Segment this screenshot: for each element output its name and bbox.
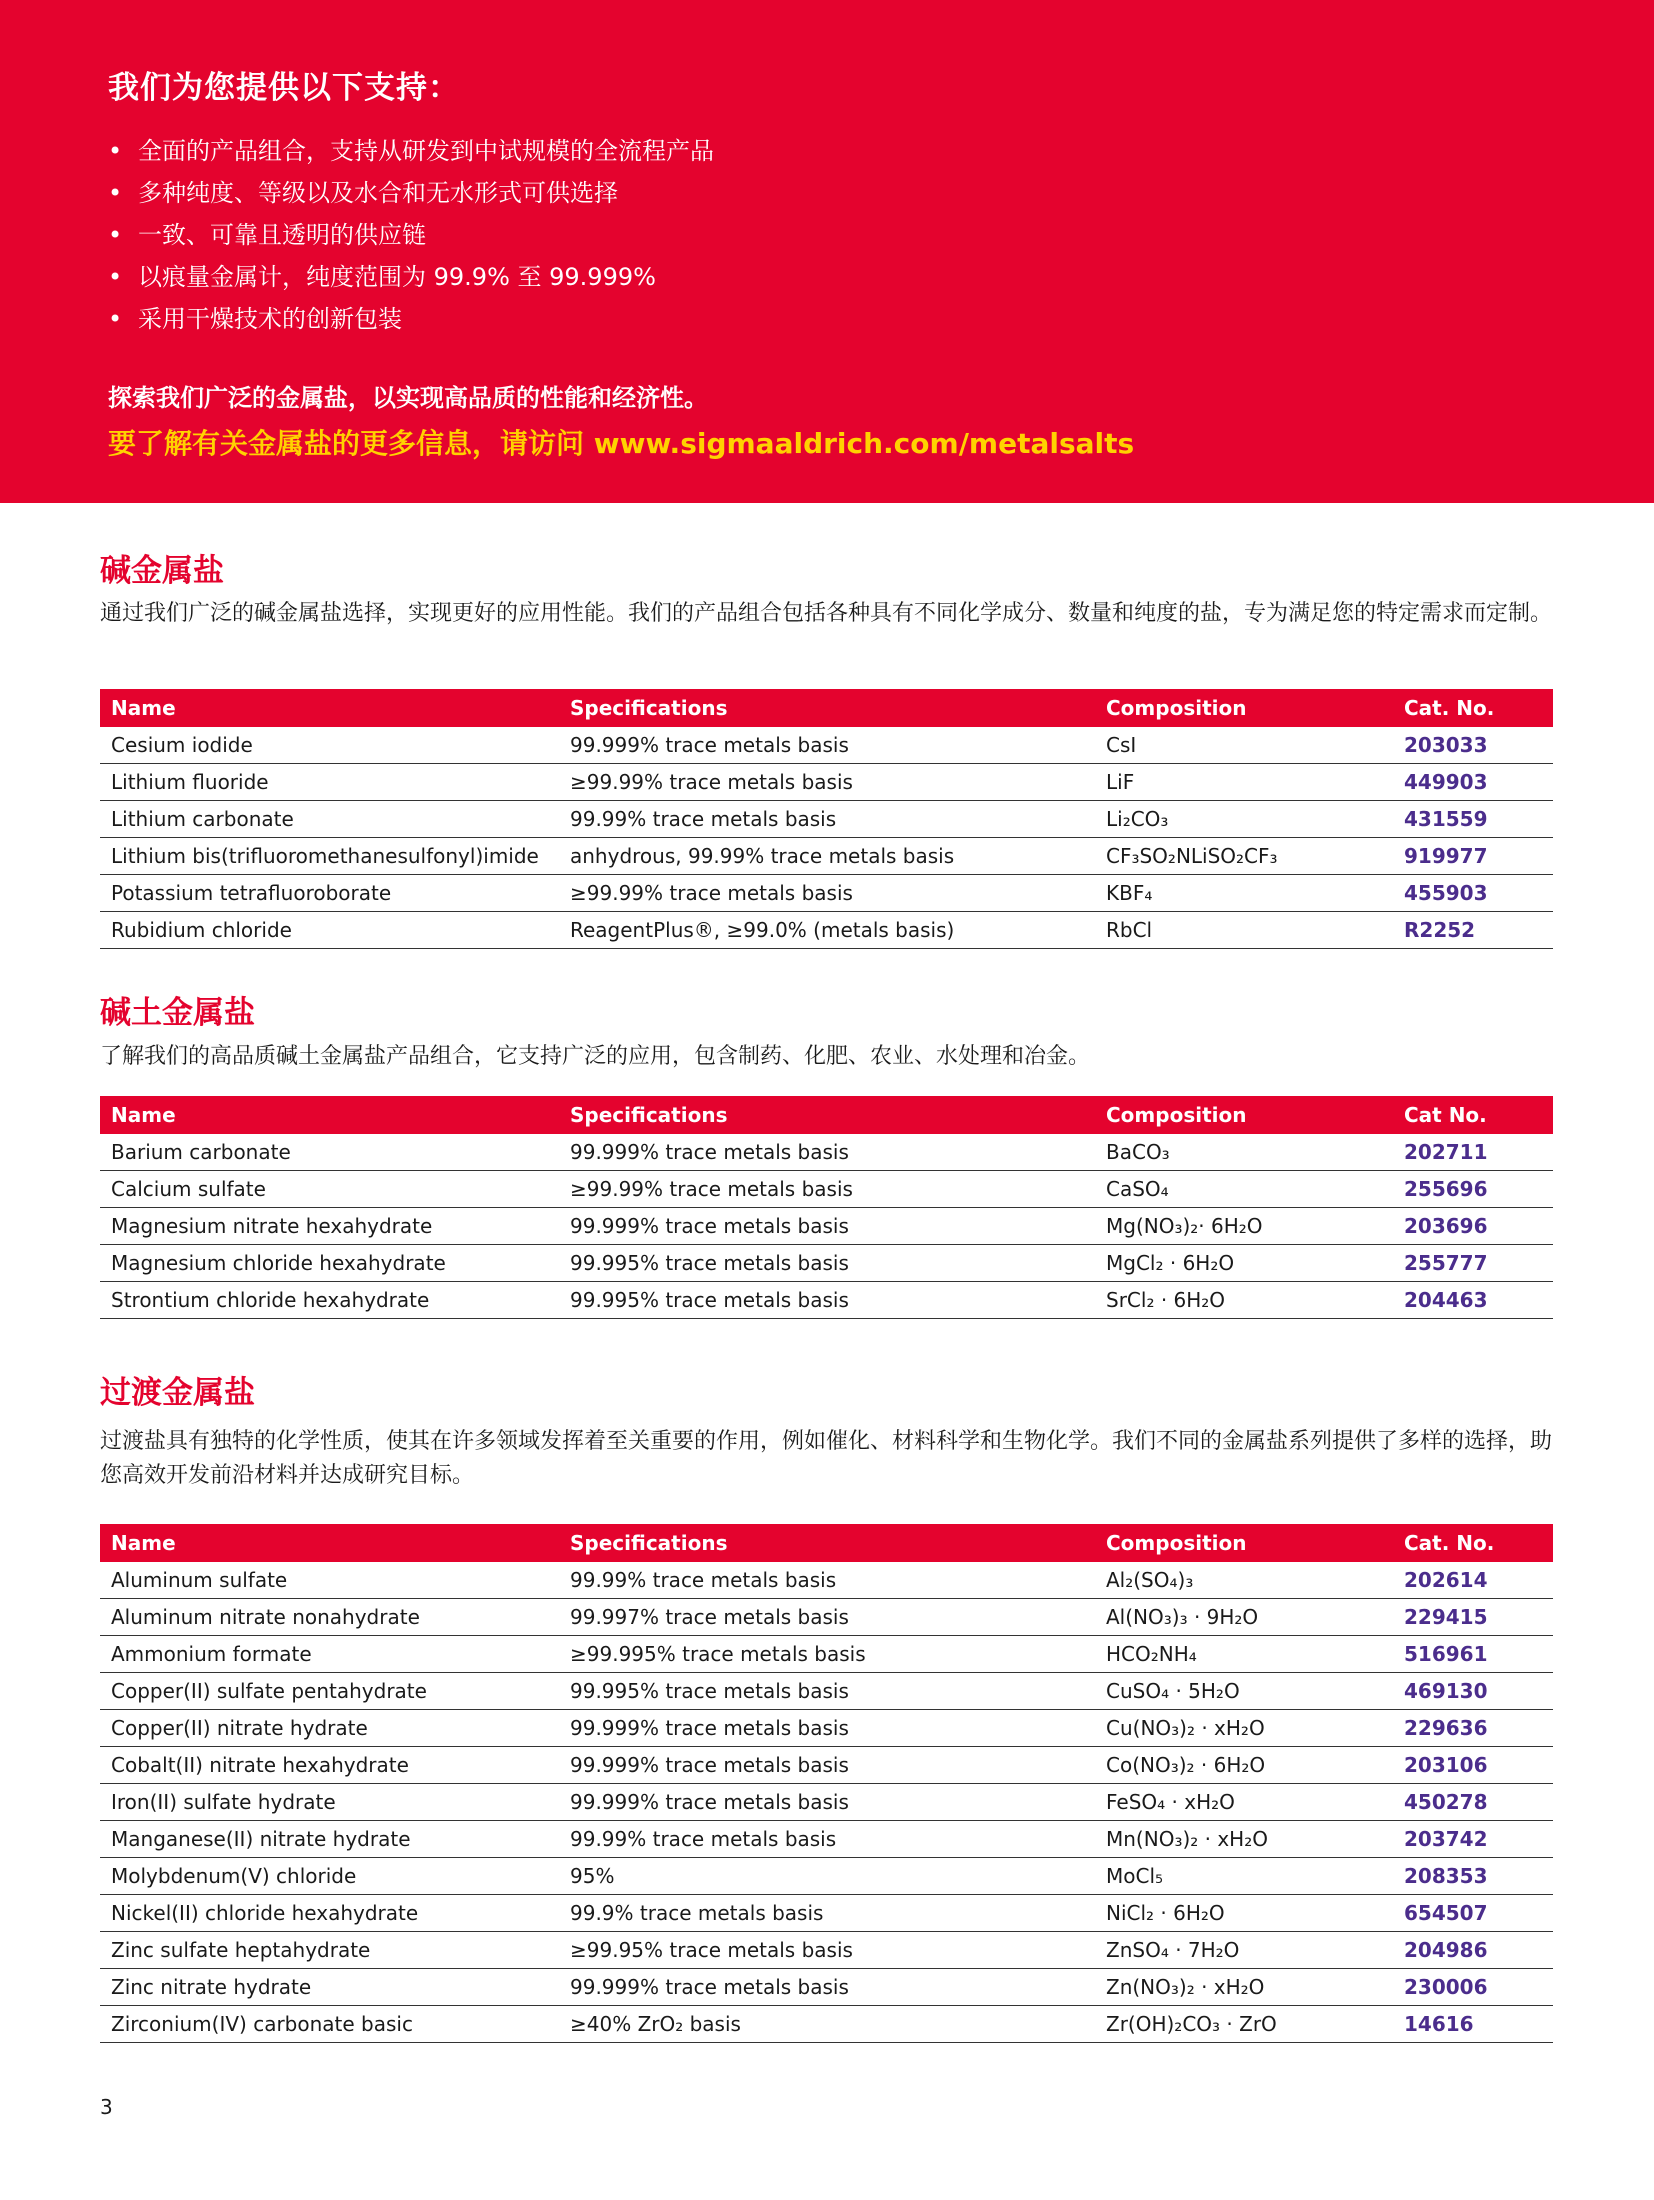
section-desc-alkali: 通过我们广泛的碱金属盐选择，实现更好的应用性能。我们的产品组合包括各种具有不同化学成分、数量和纯度的盐，专为满足您的特定需求而定制。 bbox=[100, 601, 1553, 626]
cell-comp: Zn(NO₃)₂ · xH₂O bbox=[1095, 1969, 1393, 2006]
cell-comp: CuSO₄ · 5H₂O bbox=[1095, 1673, 1393, 1710]
cell-name: Magnesium chloride hexahydrate bbox=[100, 1245, 559, 1282]
cell-name: Lithium carbonate bbox=[100, 801, 559, 838]
cell-name: Zirconium(IV) carbonate basic bbox=[100, 2006, 559, 2043]
table-row bbox=[100, 1171, 1553, 1208]
cell-name: Strontium chloride hexahydrate bbox=[100, 1282, 559, 1319]
table-row bbox=[100, 2006, 1553, 2043]
cell-cat-link[interactable]: 431559 bbox=[1393, 801, 1553, 838]
cell-comp: SrCl₂ · 6H₂O bbox=[1095, 1282, 1393, 1319]
cell-name: Nickel(II) chloride hexahydrate bbox=[100, 1895, 559, 1932]
cell-comp: CF₃SO₂NLiSO₂CF₃ bbox=[1095, 838, 1393, 875]
table-row bbox=[100, 801, 1553, 838]
banner-bullet-text: 采用干燥技术的创新包装 bbox=[138, 305, 402, 333]
cell-name: Cesium iodide bbox=[100, 727, 559, 764]
header-spec: Specifications bbox=[559, 1524, 1095, 1562]
cell-spec: 99.99% trace metals basis bbox=[559, 1821, 1095, 1858]
table-row bbox=[100, 1932, 1553, 1969]
cell-spec: 99.999% trace metals basis bbox=[559, 1969, 1095, 2006]
cell-comp: HCO₂NH₄ bbox=[1095, 1636, 1393, 1673]
header-name: Name bbox=[100, 1524, 559, 1562]
cell-name: Lithium bis(trifluoromethanesulfonyl)imide bbox=[100, 838, 559, 875]
cell-comp: KBF₄ bbox=[1095, 875, 1393, 912]
cell-spec: 99.999% trace metals basis bbox=[559, 1784, 1095, 1821]
cell-cat-link[interactable]: 204463 bbox=[1393, 1282, 1553, 1319]
cell-comp: ZnSO₄ · 7H₂O bbox=[1095, 1932, 1393, 1969]
cell-name: Iron(II) sulfate hydrate bbox=[100, 1784, 559, 1821]
cell-cat-link[interactable]: 202711 bbox=[1393, 1134, 1553, 1171]
cell-cat-link[interactable]: 203106 bbox=[1393, 1747, 1553, 1784]
header-comp: Composition bbox=[1095, 689, 1393, 727]
table-row bbox=[100, 1134, 1553, 1171]
bullet-icon: • bbox=[108, 221, 123, 249]
table-row bbox=[100, 1784, 1553, 1821]
cell-comp: CsI bbox=[1095, 727, 1393, 764]
table-row bbox=[100, 912, 1553, 949]
banner-bullet bbox=[108, 256, 714, 298]
alkali-salts-table bbox=[100, 689, 1553, 949]
header-comp: Composition bbox=[1095, 1096, 1393, 1134]
cell-name: Aluminum nitrate nonahydrate bbox=[100, 1599, 559, 1636]
bullet-icon: • bbox=[108, 179, 123, 207]
support-banner bbox=[0, 0, 1654, 503]
cell-cat-link[interactable]: 203033 bbox=[1393, 727, 1553, 764]
header-spec: Specifications bbox=[559, 689, 1095, 727]
banner-bullet-text: 以痕量金属计，纯度范围为 99.9% 至 99.999% bbox=[138, 263, 656, 291]
banner-bullet bbox=[108, 298, 714, 340]
section-title-alkaline-earth: 碱土金属盐 bbox=[100, 995, 255, 1031]
table-row bbox=[100, 727, 1553, 764]
banner-bullet-text: 全面的产品组合，支持从研发到中试规模的全流程产品 bbox=[138, 137, 714, 165]
cell-spec: ≥99.99% trace metals basis bbox=[559, 875, 1095, 912]
cell-spec: 99.999% trace metals basis bbox=[559, 1208, 1095, 1245]
cell-comp: Zr(OH)₂CO₃ · ZrO bbox=[1095, 2006, 1393, 2043]
cell-comp: MgCl₂ · 6H₂O bbox=[1095, 1245, 1393, 1282]
transition-salts-table bbox=[100, 1524, 1553, 2043]
cell-comp: Al(NO₃)₃ · 9H₂O bbox=[1095, 1599, 1393, 1636]
cell-name: Calcium sulfate bbox=[100, 1171, 559, 1208]
table-row bbox=[100, 1282, 1553, 1319]
banner-explore-text: 探索我们广泛的金属盐，以实现高品质的性能和经济性。 bbox=[108, 384, 708, 412]
section-desc-transition: 过渡盐具有独特的化学性质，使其在许多领域发挥着至关重要的作用，例如催化、材料科学和生物化学。我们不同的金属盐系列提供了多样的选择，助您高效开发前沿材料并达成研究目标。 bbox=[100, 1429, 1553, 1488]
cell-comp: Al₂(SO₄)₃ bbox=[1095, 1562, 1393, 1599]
banner-bullet-text: 一致、可靠且透明的供应链 bbox=[138, 221, 426, 249]
cell-name: Manganese(II) nitrate hydrate bbox=[100, 1821, 559, 1858]
table-row bbox=[100, 838, 1553, 875]
table-row bbox=[100, 1969, 1553, 2006]
table-row bbox=[100, 1562, 1553, 1599]
cell-cat-link[interactable]: 230006 bbox=[1393, 1969, 1553, 2006]
cell-cat-link[interactable]: R2252 bbox=[1393, 912, 1553, 949]
header-spec: Specifications bbox=[559, 1096, 1095, 1134]
banner-bullet bbox=[108, 172, 714, 214]
table-row bbox=[100, 1895, 1553, 1932]
cell-spec: anhydrous, 99.99% trace metals basis bbox=[559, 838, 1095, 875]
header-comp: Composition bbox=[1095, 1524, 1393, 1562]
table-row bbox=[100, 1747, 1553, 1784]
table-row bbox=[100, 1599, 1553, 1636]
header-cat: Cat. No. bbox=[1393, 689, 1553, 727]
cell-name: Rubidium chloride bbox=[100, 912, 559, 949]
cell-name: Cobalt(II) nitrate hexahydrate bbox=[100, 1747, 559, 1784]
table-row bbox=[100, 1636, 1553, 1673]
cell-spec: ≥99.99% trace metals basis bbox=[559, 764, 1095, 801]
banner-bullet-list bbox=[108, 130, 714, 340]
cell-comp: NiCl₂ · 6H₂O bbox=[1095, 1895, 1393, 1932]
cell-comp: Co(NO₃)₂ · 6H₂O bbox=[1095, 1747, 1393, 1784]
cell-comp: RbCl bbox=[1095, 912, 1393, 949]
cell-name: Zinc sulfate heptahydrate bbox=[100, 1932, 559, 1969]
cell-comp: Cu(NO₃)₂ · xH₂O bbox=[1095, 1710, 1393, 1747]
table-row bbox=[100, 1710, 1553, 1747]
cell-name: Copper(II) nitrate hydrate bbox=[100, 1710, 559, 1747]
cell-cat-link[interactable]: 203696 bbox=[1393, 1208, 1553, 1245]
cell-comp: LiF bbox=[1095, 764, 1393, 801]
cell-cat-link[interactable]: 516961 bbox=[1393, 1636, 1553, 1673]
cell-name: Aluminum sulfate bbox=[100, 1562, 559, 1599]
table-row bbox=[100, 875, 1553, 912]
section-title-alkali: 碱金属盐 bbox=[100, 553, 224, 589]
cell-cat-link[interactable]: 654507 bbox=[1393, 1895, 1553, 1932]
alkaline-earth-salts-table bbox=[100, 1096, 1553, 1319]
cell-cat-link[interactable]: 919977 bbox=[1393, 838, 1553, 875]
cell-spec: 99.999% trace metals basis bbox=[559, 1710, 1095, 1747]
banner-bullet bbox=[108, 214, 714, 256]
table-row bbox=[100, 1673, 1553, 1710]
table-row bbox=[100, 764, 1553, 801]
banner-heading: 我们为您提供以下支持： bbox=[108, 70, 460, 106]
banner-bullet-text: 多种纯度、等级以及水合和无水形式可供选择 bbox=[138, 179, 618, 207]
bullet-icon: • bbox=[108, 137, 123, 165]
metalsalts-link[interactable]: 要了解有关金属盐的更多信息，请访问 www.sigmaaldrich.com/metalsalts bbox=[108, 427, 1135, 460]
cell-name: Zinc nitrate hydrate bbox=[100, 1969, 559, 2006]
cell-name: Magnesium nitrate hexahydrate bbox=[100, 1208, 559, 1245]
cell-spec: 95% bbox=[559, 1858, 1095, 1895]
table-row bbox=[100, 1245, 1553, 1282]
cell-spec: 99.999% trace metals basis bbox=[559, 1134, 1095, 1171]
cell-spec: 99.995% trace metals basis bbox=[559, 1673, 1095, 1710]
table-header-row bbox=[100, 689, 1553, 727]
cell-spec: ≥40% ZrO₂ basis bbox=[559, 2006, 1095, 2043]
cell-spec: 99.995% trace metals basis bbox=[559, 1245, 1095, 1282]
cell-cat-link[interactable]: 449903 bbox=[1393, 764, 1553, 801]
table-row bbox=[100, 1858, 1553, 1895]
banner-bullet bbox=[108, 130, 714, 172]
cell-cat-link[interactable]: 229415 bbox=[1393, 1599, 1553, 1636]
cell-name: Potassium tetrafluoroborate bbox=[100, 875, 559, 912]
cell-spec: 99.99% trace metals basis bbox=[559, 1562, 1095, 1599]
section-title-transition: 过渡金属盐 bbox=[100, 1375, 255, 1411]
cell-spec: 99.9% trace metals basis bbox=[559, 1895, 1095, 1932]
cell-name: Ammonium formate bbox=[100, 1636, 559, 1673]
cell-spec: 99.997% trace metals basis bbox=[559, 1599, 1095, 1636]
cell-comp: BaCO₃ bbox=[1095, 1134, 1393, 1171]
cell-cat-link[interactable]: 204986 bbox=[1393, 1932, 1553, 1969]
cell-cat-link[interactable]: 255777 bbox=[1393, 1245, 1553, 1282]
cell-name: Molybdenum(V) chloride bbox=[100, 1858, 559, 1895]
cell-cat-link[interactable]: 14616 bbox=[1393, 2006, 1553, 2043]
cell-cat-link[interactable]: 203742 bbox=[1393, 1821, 1553, 1858]
cell-spec: 99.995% trace metals basis bbox=[559, 1282, 1095, 1319]
cell-spec: ReagentPlus®, ≥99.0% (metals basis) bbox=[559, 912, 1095, 949]
section-desc-alkaline-earth: 了解我们的高品质碱土金属盐产品组合，它支持广泛的应用，包含制药、化肥、农业、水处理和冶金。 bbox=[100, 1044, 1091, 1069]
cell-comp: Mg(NO₃)₂· 6H₂O bbox=[1095, 1208, 1393, 1245]
cell-spec: ≥99.995% trace metals basis bbox=[559, 1636, 1095, 1673]
cell-comp: Li₂CO₃ bbox=[1095, 801, 1393, 838]
cell-cat-link[interactable]: 229636 bbox=[1393, 1710, 1553, 1747]
table-header-row bbox=[100, 1524, 1553, 1562]
cell-spec: ≥99.95% trace metals basis bbox=[559, 1932, 1095, 1969]
cell-spec: 99.999% trace metals basis bbox=[559, 727, 1095, 764]
cell-name: Copper(II) sulfate pentahydrate bbox=[100, 1673, 559, 1710]
cell-comp: MoCl₅ bbox=[1095, 1858, 1393, 1895]
cell-spec: ≥99.99% trace metals basis bbox=[559, 1171, 1095, 1208]
bullet-icon: • bbox=[108, 305, 123, 333]
cell-comp: FeSO₄ · xH₂O bbox=[1095, 1784, 1393, 1821]
cell-cat-link[interactable]: 255696 bbox=[1393, 1171, 1553, 1208]
cell-cat-link[interactable]: 455903 bbox=[1393, 875, 1553, 912]
cell-spec: 99.999% trace metals basis bbox=[559, 1747, 1095, 1784]
header-name: Name bbox=[100, 1096, 559, 1134]
header-cat: Cat No. bbox=[1393, 1096, 1553, 1134]
cell-cat-link[interactable]: 202614 bbox=[1393, 1562, 1553, 1599]
table-header-row bbox=[100, 1096, 1553, 1134]
cell-name: Lithium fluoride bbox=[100, 764, 559, 801]
header-name: Name bbox=[100, 689, 559, 727]
cell-comp: CaSO₄ bbox=[1095, 1171, 1393, 1208]
bullet-icon: • bbox=[108, 263, 123, 291]
table-row bbox=[100, 1208, 1553, 1245]
cell-spec: 99.99% trace metals basis bbox=[559, 801, 1095, 838]
cell-comp: Mn(NO₃)₂ · xH₂O bbox=[1095, 1821, 1393, 1858]
cell-cat-link[interactable]: 208353 bbox=[1393, 1858, 1553, 1895]
table-row bbox=[100, 1821, 1553, 1858]
cell-cat-link[interactable]: 469130 bbox=[1393, 1673, 1553, 1710]
cell-name: Barium carbonate bbox=[100, 1134, 559, 1171]
header-cat: Cat. No. bbox=[1393, 1524, 1553, 1562]
page-number: 3 bbox=[100, 2095, 113, 2119]
cell-cat-link[interactable]: 450278 bbox=[1393, 1784, 1553, 1821]
